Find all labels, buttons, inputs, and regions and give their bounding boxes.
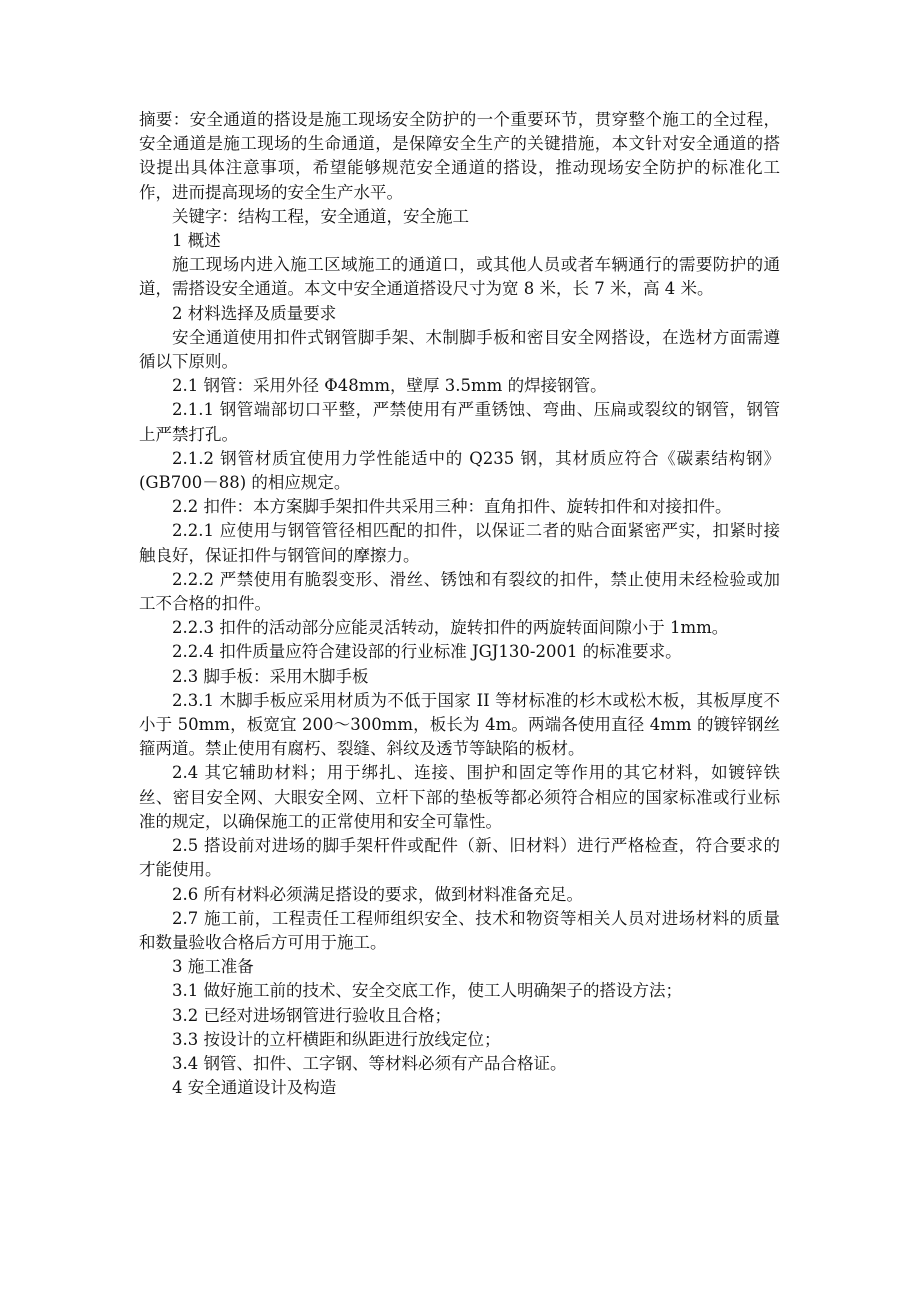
section-heading-1: 1 概述	[172, 231, 221, 251]
paragraph: 2.6 所有材料必须满足搭设的要求，做到材料准备充足。	[172, 884, 583, 904]
paragraph: 3.4 钢管、扣件、工字钢、等材料必须有产品合格证。	[172, 1053, 567, 1073]
paragraph: 2.2 扣件：本方案脚手架扣件共采用三种：直角扣件、旋转扣件和对接扣件。	[172, 497, 732, 517]
paragraph: 3.1 做好施工前的技术、安全交底工作，使工人明确架子的搭设方法；	[172, 981, 682, 1001]
paragraph: 2.1.1 钢管端部切口平整，严禁使用有严重锈蚀、弯曲、压扁或裂纹的钢管，钢管上严禁打孔。	[139, 400, 780, 444]
paragraph: 2.7 施工前，工程责任工程师组织安全、技术和物资等相关人员对进场材料的质量和数量验收合格后方可用于施工。	[139, 908, 780, 952]
paragraph: 3.2 已经对进场钢管进行验收且合格；	[172, 1005, 451, 1025]
paragraph: 2.5 搭设前对进场的脚手架杆件或配件（新、旧材料）进行严格检查，符合要求的才能使用。	[139, 836, 780, 880]
document-body	[139, 108, 780, 1100]
paragraph: 2.4 其它辅助材料；用于绑扎、连接、围护和固定等作用的其它材料，如镀锌铁丝、密目安全网、大眼安全网、立杆下部的垫板等都必须符合相应的国家标准或行业标准的规定，以确保施工的正常使用和安全可靠性。	[139, 763, 780, 831]
paragraph: 2.1 钢管：采用外径 Φ48mm，壁厚 3.5mm 的焊接钢管。	[172, 376, 607, 396]
paragraph: 2.2.2 严禁使用有脆裂变形、滑丝、锈蚀和有裂纹的扣件，禁止使用未经检验或加工不合格的扣件。	[139, 569, 780, 614]
abstract-paragraph: 摘要：安全通道的搭设是施工现场安全防护的一个重要环节，贯穿整个施工的全过程，安全通道是施工现场的生命通道，是保障安全生产的关键措施，本文针对安全通道的搭设提出具体注意事项，希望能够规范安全通道的搭设，推动现场安全防护的标准化工作，进而提高现场的安全生产水平。	[139, 110, 780, 202]
paragraph: 2.3.1 木脚手板应采用材质为不低于国家 II 等材标准的杉木或松木板，其板厚度不小于 50mm，板宽宜 200～300mm，板长为 4m。两端各使用直径 4mm 的镀锌钢丝箍两道。禁止使用有腐朽、裂缝、斜纹及透节等缺陷的板材。	[139, 690, 780, 759]
paragraph: 2.1.2 钢管材质宜使用力学性能适中的 Q235 钢，其材质应符合《碳素结构钢》(GB700－88) 的相应规定。	[139, 448, 780, 493]
paragraph: 2.2.3 扣件的活动部分应能灵活转动，旋转扣件的两旋转面间隙小于 1mm。	[172, 618, 729, 638]
section-heading-2: 2 材料选择及质量要求	[172, 303, 337, 323]
paragraph: 2.2.4 扣件质量应符合建设部的行业标准 JGJ130-2001 的标准要求。	[172, 642, 682, 662]
section-heading-4: 4 安全通道设计及构造	[172, 1078, 337, 1098]
section-heading-3: 3 施工准备	[172, 957, 254, 977]
paragraph: 2.2.1 应使用与钢管管径相匹配的扣件，以保证二者的贴合面紧密严实，扣紧时接触良好，保证扣件与钢管间的摩擦力。	[139, 521, 780, 565]
paragraph: 安全通道使用扣件式钢管脚手架、木制脚手板和密目安全网搭设，在选材方面需遵循以下原则。	[139, 327, 780, 372]
paragraph: 施工现场内进入施工区域施工的通道口，或其他人员或者车辆通行的需要防护的通道，需搭设安全通道。本文中安全通道搭设尺寸为宽 8 米，长 7 米，高 4 米。	[139, 255, 780, 299]
paragraph: 2.3 脚手板：采用木脚手板	[172, 666, 369, 686]
paragraph: 3.3 按设计的立杆横距和纵距进行放线定位；	[172, 1029, 501, 1049]
keywords-line: 关键字：结构工程，安全通道，安全施工	[172, 206, 469, 226]
